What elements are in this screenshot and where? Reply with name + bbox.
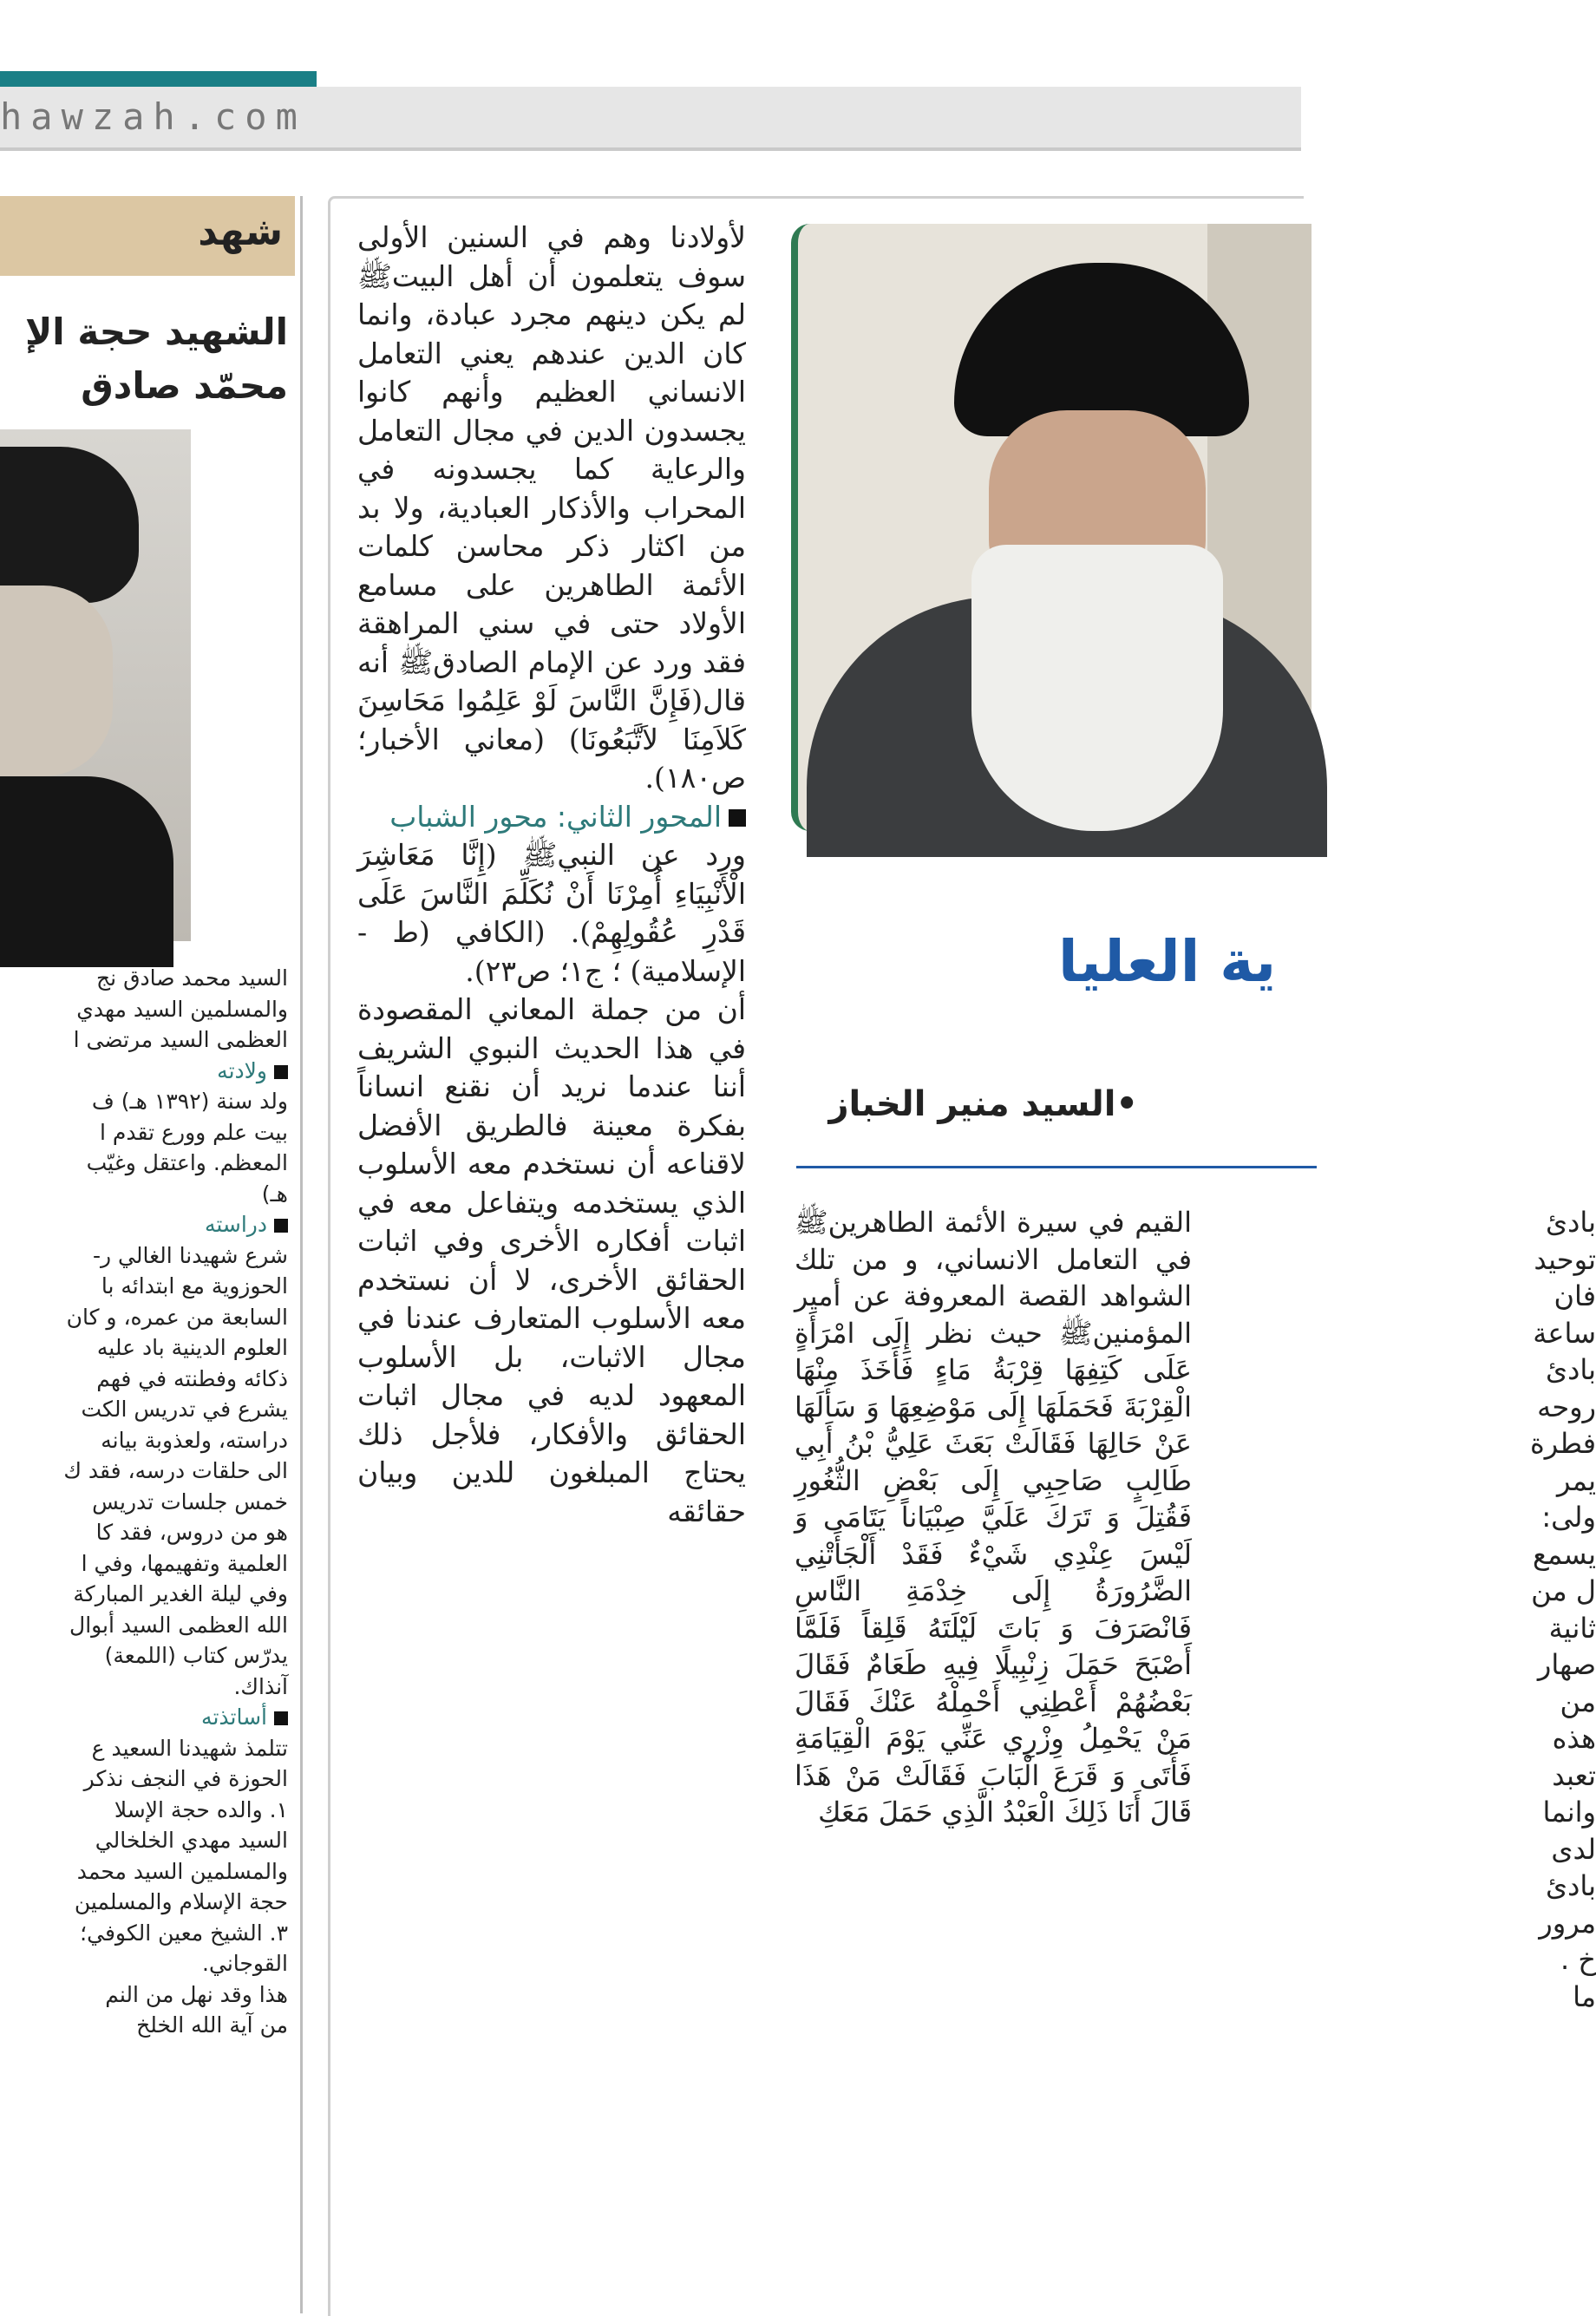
line: توحيد (1534, 1242, 1596, 1276)
line: روحه (1537, 1390, 1596, 1423)
left-subheading-birth: ولادته (0, 1056, 288, 1087)
square-bullet-icon (729, 809, 746, 827)
line: هذه (1552, 1722, 1596, 1755)
left-line: الله العظمى السيد أبوال (69, 1612, 288, 1638)
article-author: •السيد منير الخباز (828, 1084, 1138, 1124)
line: بادئ (1546, 1869, 1596, 1902)
subheading-youth: المحور الثاني: محور الشباب (357, 798, 746, 837)
left-line: وفي ليلة الغدير المباركة (73, 1581, 288, 1606)
line: يسمع (1533, 1537, 1596, 1571)
left-line: ذكائه وفطنته في فهم (96, 1365, 288, 1391)
left-line: الى حلقات درسه، فقد ك (63, 1458, 288, 1483)
paragraph: لأولادنا وهم في السنين الأولى سوف يتعلمون أن أهل البيتﷺ لم يكن دينهم مجرد عبادة، وانما كان الدين عندهم يعني التعامل الانساني العظيم وأنهم كانوا يجسدون الدين في مجال التعامل والرعاية كما يجسدونه في المحراب والأذكار العبادية، ولا بد من اكثار ذكر محاسن كلمات الأئمة الطاهرين على مسامع الأولاد حتى في سني المراهقة فقد ورد عن الإمام الصادقﷺ أنه قال(فَإِنَّ النَّاسَ لَوْ عَلِمُوا مَحَاسِنَ كَلاَمِنَا لاَتَّبَعُونَا) (معاني الأخبار؛ ص١٨٠). (357, 220, 746, 795)
article-column-right-b (1232, 1204, 1596, 2015)
top-accent-bar (0, 71, 317, 87)
left-line: خمس جلسات تدريس (92, 1488, 288, 1515)
left-line: ٣. الشيخ معين الكوفي؛ (80, 1920, 288, 1946)
line: فطرة (1530, 1427, 1596, 1460)
left-line: القوجاني. (202, 1951, 288, 1976)
cleric-portrait-photo (791, 224, 1311, 831)
article-headline: ية العليا (1058, 928, 1277, 995)
article-column-right-a (795, 1204, 1192, 1831)
left-line: ولد سنة (١٣٩٢ هـ) ف (91, 1089, 288, 1114)
left-line: بيت علم وورع تقدم ا (100, 1119, 288, 1145)
site-url[interactable]: hawzah.com (0, 95, 306, 138)
line: بادئ (1546, 1206, 1596, 1239)
line: ولى: (1541, 1501, 1596, 1534)
line: يمر (1556, 1463, 1596, 1497)
left-line: الحوزوية مع ابتدائه با (101, 1273, 288, 1299)
line: فان (1553, 1279, 1596, 1312)
line: وانما (1542, 1796, 1596, 1829)
left-section-tag (0, 196, 295, 276)
left-subheading-study: دراسته (0, 1209, 288, 1240)
left-line: آنذاك. (233, 1673, 288, 1699)
paragraph: القيم في سيرة الأئمة الطاهرينﷺ في التعامل الانساني، و من تلك الشواهد القصة المعروفة عن أمير المؤمنينﷺ حيث نظر إِلَى امْرَأَةٍ عَلَى كَتِفِهَا قِرْبَةُ مَاءٍ فَأَخَذَ مِنْهَا الْقِرْبَةَ فَحَمَلَهَا إِلَى مَوْضِعِهَا وَ سَأَلَهَا عَنْ حَالِهَا فَقَالَتْ بَعَثَ عَلِيُّ بْنُ أَبِي طَالِبٍ صَاحِبِي إِلَى بَعْضِ الثُّغُورِ فَقُتِلَ وَ تَرَكَ عَلَيَّ صِبْيَاناً يَتَامَى وَ لَيْسَ عِنْدِي شَيْءٌ فَقَدْ أَلْجَأَتْنِي الضَّرُورَةُ إِلَى خِدْمَةِ النَّاسِ فَانْصَرَفَ وَ بَاتَ لَيْلَتَهُ قَلِقاً فَلَمَّا أَصْبَحَ حَمَلَ زِنْبِيلًا فِيهِ طَعَامٌ فَقَالَ بَعْضُهُمْ أَعْطِنِي أَحْمِلْهُ عَنْكَ فَقَالَ مَنْ يَحْمِلُ وِزْرِي عَنِّي يَوْمَ الْقِيَامَةِ فَأَتَى وَ قَرَعَ الْبَابَ فَقَالَتْ مَنْ هَذَا قَالَ أَنَا ذَلِكَ الْعَبْدُ الَّذِي حَمَلَ مَعَكِ (795, 1206, 1192, 1829)
left-line: هذا وقد نهل من النم (105, 1981, 288, 2007)
left-line: هو من دروس، فقد كا (95, 1520, 288, 1545)
left-line: يشرع في تدريس الكت (81, 1397, 288, 1422)
left-subheading-teachers: أساتذته (0, 1702, 288, 1733)
left-line: تتلمذ شهيدنا السعيد ع (91, 1735, 288, 1761)
line: ما (1573, 1979, 1596, 2013)
line: ثانية (1548, 1611, 1596, 1645)
left-line: المعظم. واعتقل وغيّب (86, 1150, 288, 1175)
left-line: العظمى السيد مرتضى ا (73, 1027, 288, 1052)
line: صهار (1537, 1648, 1596, 1681)
line: بادئ (1546, 1353, 1596, 1386)
square-bullet-icon (274, 1219, 288, 1233)
left-title-line-1: الشهيد حجة الإ (25, 311, 288, 353)
line: من (1560, 1685, 1596, 1718)
paragraph: ورد عن النبيﷺ (إِنَّا مَعَاشِرَ الْأَنْبِيَاءِ أُمِرْنَا أَنْ نُكَلِّمَ النَّاسَ عَلَى قَدْرِ عُقُولِهِمْ). (الكافي (ط - الإسلامية) ؛ ج١؛ ص٢٣). (357, 838, 746, 988)
left-section-tag-text: شهد (198, 210, 283, 254)
left-line: السيد مهدي الخلخالي (95, 1828, 288, 1853)
left-line: حجة الإسلام والمسلمين (74, 1889, 288, 1914)
left-line: ١. والده حجة الإسلا (114, 1796, 288, 1822)
left-line: العلوم الدينية باد عليه (96, 1335, 288, 1360)
line: ساعة (1533, 1316, 1596, 1350)
left-line: الحوزة في النجف نذكر (83, 1766, 288, 1791)
left-line: شرع شهيدنا الغالي ر- (93, 1242, 288, 1268)
left-line: والمسلمين السيد مهدي (76, 996, 288, 1022)
square-bullet-icon (274, 1065, 288, 1079)
left-line: العلمية وتفهيمها، وفي ا (81, 1550, 288, 1576)
article-column-middle (357, 219, 746, 1531)
left-article-body (0, 963, 288, 2041)
left-line: السابعة من عمره، و كان (66, 1304, 288, 1330)
left-title-line-2: محمّد صادق (81, 364, 288, 407)
left-portrait-photo (0, 429, 191, 941)
line: لدى (1551, 1832, 1596, 1866)
site-url-bar (0, 87, 1301, 151)
paragraph: أن من جملة المعاني المقصودة في هذا الحديث النبوي الشريف أننا عندما نريد أن نقنع انساناً بفكرة معينة فالطريق الأفضل لاقناعه أن نستخدم معه الأسلوب الذي يستخدمه ويتفاعل معه في اثبات أفكاره الأخرى وفي اثبات الحقائق الأخرى، لا أن نستخدم معه الأسلوب المتعارف عندنا في مجال الاثبات، بل الأسلوب المعهود لديه في مجال اثبات الحقائق والأفكار، فلأجل ذلك يحتاج المبلغون للدين وبيان حقائقه (357, 992, 746, 1528)
left-line: السيد محمد صادق نج (96, 965, 288, 991)
line: مرور (1539, 1906, 1596, 1940)
left-article-title (25, 305, 288, 413)
line: ل من (1531, 1574, 1596, 1607)
column-divider (300, 196, 303, 2313)
left-line: من آية الله الخلخ (136, 2012, 288, 2038)
left-line: والمسلمين السيد محمد (76, 1858, 288, 1884)
line: تعبد (1552, 1758, 1596, 1792)
left-line: دراسته، ولعذوبة بيانه (101, 1427, 288, 1453)
line: خ . (1560, 1943, 1596, 1976)
left-line: هـ) (261, 1181, 288, 1207)
square-bullet-icon (274, 1711, 288, 1725)
headline-rule (796, 1166, 1317, 1168)
left-line: يدرّس كتاب (اللمعة) (104, 1643, 288, 1668)
